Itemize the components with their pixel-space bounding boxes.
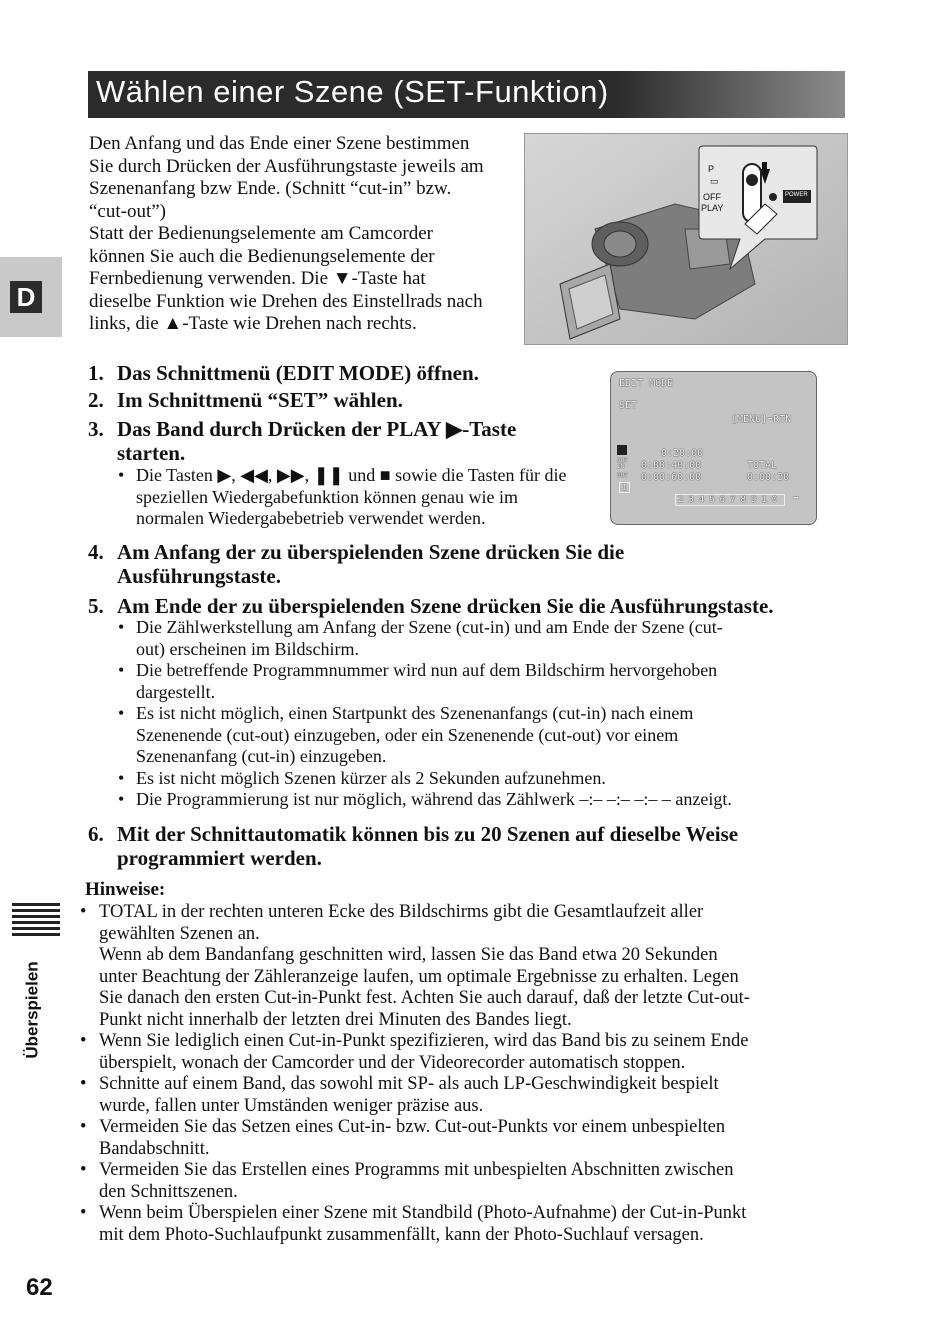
step-text: Am Anfang der zu überspielenden Szene drücken Sie die — [117, 540, 625, 564]
step-2 — [88, 388, 608, 413]
step-number: 2. — [88, 388, 104, 412]
step-number: 4. — [88, 540, 104, 564]
step-5-notes — [116, 617, 816, 811]
note-item: • Vermeiden Sie das Erstellen eines Programms mit unbespielten Abschnitten zwischen den Schnittszenen. — [78, 1160, 823, 1203]
intro-line: können Sie auch die Bedienungselemente der — [89, 245, 435, 267]
screen-header: EDIT MODE — [619, 378, 674, 389]
power-label: POWER — [785, 192, 808, 198]
screen-arrow-icon: ➡ — [793, 493, 800, 504]
title-bar-fade — [615, 71, 845, 118]
intro-line: links, die ▲-Taste wie Drehen nach rechts. — [89, 313, 417, 334]
note-item: • Wenn Sie lediglich einen Cut-in-Punkt spezifizieren, wird das Band bis zu seinem Ende überspielt, wonach der Camcorder und der Videorecorder automatisch stoppen. — [78, 1031, 823, 1074]
bullet-item: • Die Programmierung ist nur möglich, während das Zählwerk –:– –:– –:– – anzeigt. — [116, 789, 816, 811]
screen-total-label: TOTAL — [747, 460, 778, 471]
screen-program-1: 1 — [619, 482, 630, 493]
note-item: • Schnitte auf einem Band, das sowohl mit SP- als auch LP-Geschwindigkeit bespielt wurde, fallen unter Umständen weniger präzise aus. — [78, 1074, 823, 1117]
edit-mode-screen — [610, 371, 817, 525]
step-number: 1. — [88, 361, 104, 385]
step-number: 3. — [88, 417, 104, 441]
marker-line — [12, 921, 60, 924]
step-text: Mit der Schnittautomatik können bis zu 20 Szenen auf dieselbe Weise — [117, 822, 739, 846]
camera-label-p: P — [708, 164, 715, 174]
camcorder-drawing — [525, 134, 847, 344]
section-side-label-text: Überspielen — [22, 961, 42, 1059]
note-item: • Vermeiden Sie das Setzen eines Cut-in- bzw. Cut-out-Punkts vor einem unbespielten Bandabschnitt. — [78, 1117, 823, 1160]
screen-counter-2: 0:00:40:00 — [641, 460, 702, 471]
marker-line — [12, 915, 60, 918]
step-3 — [88, 417, 608, 467]
step-number: 6. — [88, 822, 104, 846]
page-number: 62 — [26, 1274, 53, 1301]
note-item: • TOTAL in der rechten unteren Ecke des Bildschirms gibt die Gesamtlaufzeit aller gewählten Szenen an. Wenn ab dem Bandanfang geschnitten wird, lassen Sie das Band etwa 20 Sekunden unter Beachtung der Zähleranzeige laufen, um optimale Ergebnisse zu erhalten. Legen Sie danach den ersten Cut-in-Punkt fest. Achten Sie auch darauf, daß der letzte Cut-out- Punkt nicht innerhalb der letzten drei Minuten des Bandes liegt. — [78, 902, 823, 1031]
section-side-label — [22, 950, 62, 1070]
step-text: Das Schnittmenü (EDIT MODE) öffnen. — [117, 361, 479, 385]
step-5 — [88, 594, 848, 619]
step-3-notes — [116, 465, 606, 530]
section-marker-lines — [12, 903, 60, 939]
marker-line — [12, 933, 60, 936]
screen-counter-3: 0:00:60:00 — [641, 472, 702, 483]
step-text: Das Band durch Drücken der PLAY ▶-Taste — [117, 417, 517, 441]
step-text-continued: Ausführungstaste. — [117, 564, 281, 588]
notes-heading: Hinweise: — [85, 879, 166, 900]
camera-label-play: PLAY — [701, 203, 724, 213]
intro-line: Den Anfang und das Ende einer Szene bestimmen — [89, 133, 470, 154]
language-tab — [0, 257, 62, 337]
intro-line: dieselbe Funktion wie Drehen des Einstellrads nach — [89, 290, 483, 312]
screen-cursor-block — [617, 445, 627, 455]
step-text-continued: starten. — [117, 441, 186, 465]
intro-line: Fernbedienung verwenden. Die ▼-Taste hat — [89, 268, 426, 289]
bullet-item: • Es ist nicht möglich Szenen kürzer als 2 Sekunden aufzunehmen. — [116, 768, 816, 790]
notes-list — [78, 902, 823, 1246]
screen-counter-1: 0:20:00 — [661, 448, 704, 459]
intro-line: Sie durch Drücken der Ausführungstaste jeweils am — [89, 155, 484, 177]
note-item: • Wenn beim Überspielen einer Szene mit Standbild (Photo-Aufnahme) der Cut-in-Punkt mit dem Photo-Suchlaufpunkt zusammenfällt, kann der Photo-Suchlauf versagen. — [78, 1203, 823, 1246]
marker-line — [12, 909, 60, 912]
step-1 — [88, 361, 608, 386]
camcorder-illustration — [524, 133, 848, 345]
step-number: 5. — [88, 594, 104, 618]
bullet-item: • Die betreffende Programmnummer wird nun auf dem Bildschirm hervorgehoben dargestellt. — [116, 660, 816, 703]
camera-label-off: OFF — [703, 192, 721, 202]
bullet-item: • Es ist nicht möglich, einen Startpunkt des Szenenanfangs (cut-in) nach einem Szenenende (cut-out) einzugeben, oder ein Szenenende (cut-out) vor einem Szenenanfang (cut-in) einzugeben. — [116, 703, 816, 768]
screen-cut-in: CUT IN — [617, 457, 628, 470]
screen-program-list: 2345678910 — [675, 494, 785, 506]
intro-line: Statt der Bedienungselemente am Camcorder — [89, 223, 433, 244]
step-6 — [88, 822, 848, 872]
screen-cut-out: OUT — [617, 472, 628, 479]
marker-line — [12, 927, 60, 930]
intro-paragraph — [89, 133, 519, 336]
screen-menu-return: [MENU]➡RTN — [731, 414, 792, 425]
screen-total-value: 0:00:20 — [747, 472, 790, 483]
bullet-item: • Die Zählwerkstellung am Anfang der Szene (cut-in) und am Ende der Szene (cut- out) erscheinen im Bildschirm. — [116, 617, 816, 660]
screen-set-label: SET — [619, 400, 638, 411]
step-text-continued: programmiert werden. — [117, 846, 322, 870]
step-text: Am Ende der zu überspielenden Szene drücken Sie die Ausführungstaste. — [117, 594, 774, 618]
intro-line: “cut-out”) — [89, 200, 167, 222]
language-tab-letter: D — [10, 281, 42, 313]
marker-line — [12, 903, 60, 906]
page-title: Wählen einer Szene (SET-Funktion) — [96, 74, 609, 109]
title-bar — [88, 71, 845, 118]
tape-icon: ▭ — [710, 176, 719, 186]
step-4 — [88, 540, 728, 590]
intro-line: Szenenanfang bzw Ende. (Schnitt “cut-in” bzw. — [89, 178, 452, 199]
bullet-item: • Die Tasten ▶, ◀◀, ▶▶, ❚❚ und ■ sowie die Tasten für die speziellen Wiedergabefunktion können genau wie im normalen Wiedergabebetrieb verwendet werden. — [116, 465, 606, 530]
step-text: Im Schnittmenü “SET” wählen. — [117, 388, 403, 412]
